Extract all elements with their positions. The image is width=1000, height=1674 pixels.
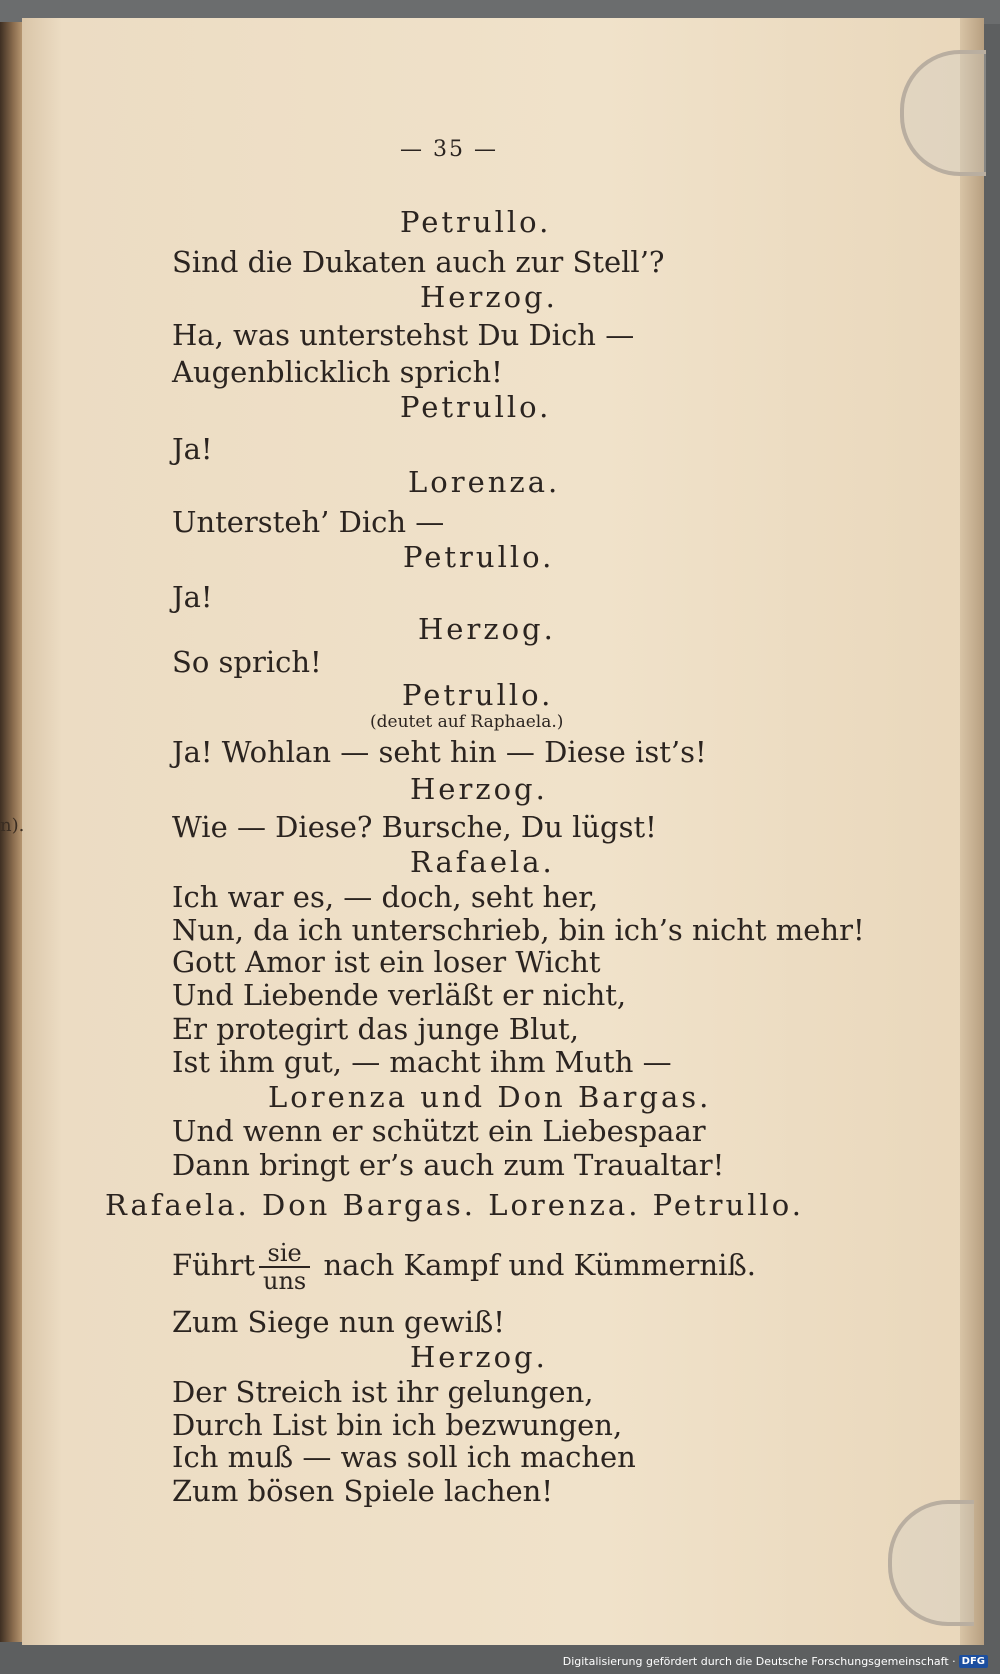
speaker-label-ensemble: Rafaela. Don Bargas. Lorenza. Petrullo. [105,1188,804,1222]
verse-line: Durch List bin ich bezwungen, [172,1408,623,1442]
verse-line: Ist ihm gut, — macht ihm Muth — [172,1045,672,1079]
adjacent-page-fragment: n). [0,815,25,836]
verse-line: Der Streich ist ihr gelungen, [172,1375,594,1409]
verse-line-with-fraction [172,1240,756,1294]
verse-line: Dann bringt er’s auch zum Traualtar! [172,1148,725,1182]
dfg-logo: DFG [959,1655,988,1668]
speaker-label: Lorenza und Don Bargas. [268,1080,712,1114]
verse-line: Sind die Dukaten auch zur Stell’? [172,245,665,279]
alternative-pronoun [259,1240,310,1294]
speaker-label: Herzog. [410,1340,548,1374]
speaker-label: Lorenza. [408,465,561,499]
verse-line: Ha, was unterstehst Du Dich — [172,318,635,352]
verse-line: Ich war es, — doch, seht her, [172,880,599,914]
speaker-label: Petrullo. [403,540,555,574]
verse-text: Führt [172,1248,255,1282]
verse-line: Gott Amor ist ein loser Wicht [172,945,601,979]
speaker-label: Petrullo. [400,205,552,239]
verse-text: nach Kampf und Kümmerniß. [323,1248,756,1282]
credit-text: Digitalisierung gefördert durch die Deutsche Forschungsgemeinschaft · [562,1654,956,1668]
verse-line: Zum Siege nun gewiß! [172,1305,505,1339]
verse-line: Er protegirt das junge Blut, [172,1012,579,1046]
verse-line: Ja! [172,580,213,614]
verse-line: Und Liebende verläßt er nicht, [172,978,627,1012]
verse-line: Ich muß — was soll ich machen [172,1440,636,1474]
stage-direction: (deutet auf Raphaela.) [370,712,564,732]
speaker-label: Petrullo. [400,390,552,424]
alternative-bottom: uns [263,1267,307,1295]
verse-line: Zum bösen Spiele lachen! [172,1474,554,1508]
speaker-label: Herzog. [410,772,548,806]
verse-line: Nun, da ich unterschrieb, bin ich’s nicht mehr! [172,913,865,947]
verse-line: Ja! [172,432,213,466]
verse-line: Und wenn er schützt ein Liebespaar [172,1114,706,1148]
verse-line: Untersteh’ Dich — [172,505,445,539]
verse-line: Ja! Wohlan — seht hin — Diese ist’s! [172,735,707,769]
verse-line: So sprich! [172,645,322,679]
verse-line: Wie — Diese? Bursche, Du lügst! [172,810,657,844]
speaker-label: Rafaela. [410,845,555,879]
speaker-label: Herzog. [420,280,558,314]
speaker-label: Petrullo. [402,678,554,712]
alternative-top: sie [259,1240,310,1268]
speaker-label: Herzog. [418,612,556,646]
page-number: — 35 — [400,137,498,162]
verse-line: Augenblicklich sprich! [172,355,503,389]
digitization-credit [563,1652,988,1670]
page-edge-right [960,18,984,1645]
